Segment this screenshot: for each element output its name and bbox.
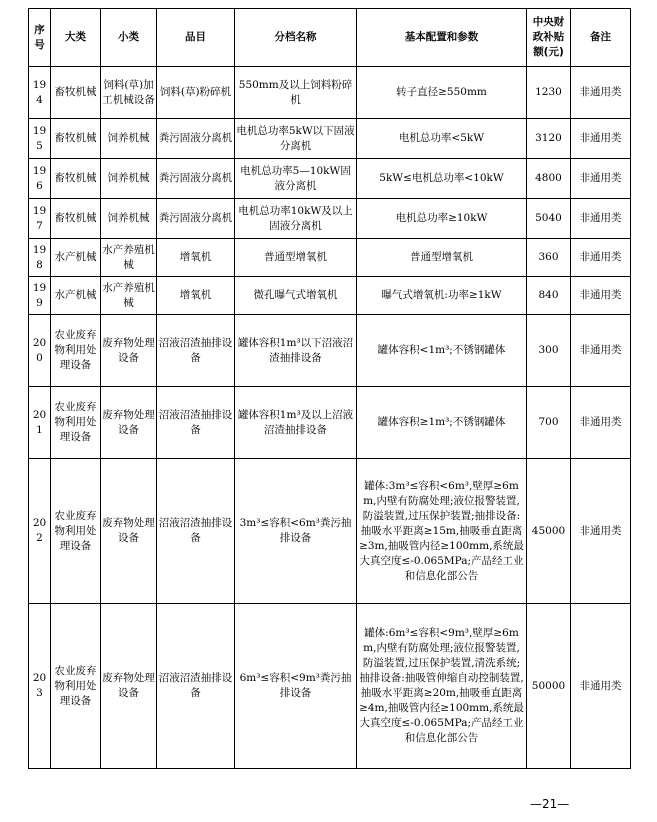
- cell-remark: 非通用类: [571, 315, 631, 387]
- cell-tier-name: 罐体容积1m³以下沼液沼渣抽排设备: [235, 315, 357, 387]
- cell-seq: 202: [29, 459, 51, 604]
- cell-subcategory: 饲养机械: [101, 159, 157, 199]
- table-header-row: [29, 9, 631, 67]
- subsidy-table: [28, 8, 631, 769]
- cell-subsidy: 5040: [527, 199, 571, 239]
- table-row: [29, 239, 631, 277]
- cell-item: 增氧机: [157, 239, 235, 277]
- cell-subsidy: 4800: [527, 159, 571, 199]
- cell-item: 粪污固液分离机: [157, 119, 235, 159]
- cell-seq: 199: [29, 277, 51, 315]
- cell-config: 5kW≤电机总功率<10kW: [357, 159, 527, 199]
- header-category: 大类: [51, 9, 101, 67]
- header-remark: 备注: [571, 9, 631, 67]
- cell-remark: 非通用类: [571, 159, 631, 199]
- cell-config: 电机总功率<5kW: [357, 119, 527, 159]
- cell-config: 电机总功率≥10kW: [357, 199, 527, 239]
- cell-subsidy: 45000: [527, 459, 571, 604]
- cell-seq: 201: [29, 387, 51, 459]
- table-row: [29, 199, 631, 239]
- cell-remark: 非通用类: [571, 604, 631, 769]
- cell-subsidy: 700: [527, 387, 571, 459]
- cell-subsidy: 1230: [527, 67, 571, 119]
- cell-category: 水产机械: [51, 239, 101, 277]
- cell-subsidy: 3120: [527, 119, 571, 159]
- cell-remark: 非通用类: [571, 277, 631, 315]
- cell-remark: 非通用类: [571, 199, 631, 239]
- cell-item: 沼液沼渣抽排设备: [157, 387, 235, 459]
- table-row: [29, 159, 631, 199]
- table-row: [29, 67, 631, 119]
- cell-subcategory: 水产养殖机械: [101, 277, 157, 315]
- cell-item: 沼液沼渣抽排设备: [157, 315, 235, 387]
- header-subcategory: 小类: [101, 9, 157, 67]
- cell-config: 罐体:6m³≤容积<9m³,壁厚≥6mm,内壁有防腐处理;液位报警装置,防溢装置,过压保护装置,清洗系统;抽排设备:抽吸管伸缩自动控制装置,抽吸水平距离≥20m,抽吸垂直距离≥4m,抽吸管内径≥100mm,系统最大真空度≤-0.065MPa;产品经工业和信息化部公告: [357, 604, 527, 769]
- cell-seq: 194: [29, 67, 51, 119]
- cell-tier-name: 微孔曝气式增氧机: [235, 277, 357, 315]
- cell-config: 转子直径≥550mm: [357, 67, 527, 119]
- cell-item: 沼液沼渣抽排设备: [157, 459, 235, 604]
- cell-tier-name: 电机总功率5kW以下固液分离机: [235, 119, 357, 159]
- cell-remark: 非通用类: [571, 67, 631, 119]
- table-row: [29, 277, 631, 315]
- cell-seq: 196: [29, 159, 51, 199]
- header-item: 品目: [157, 9, 235, 67]
- cell-subcategory: 废弃物处理设备: [101, 315, 157, 387]
- cell-subcategory: 水产养殖机械: [101, 239, 157, 277]
- cell-config: 罐体容积<1m³;不锈钢罐体: [357, 315, 527, 387]
- cell-remark: 非通用类: [571, 119, 631, 159]
- table-row: [29, 315, 631, 387]
- table-row: [29, 604, 631, 769]
- cell-seq: 203: [29, 604, 51, 769]
- cell-seq: 197: [29, 199, 51, 239]
- cell-category: 畜牧机械: [51, 199, 101, 239]
- cell-category: 畜牧机械: [51, 119, 101, 159]
- cell-category: 农业废弃物利用处理设备: [51, 387, 101, 459]
- cell-remark: 非通用类: [571, 459, 631, 604]
- header-config: 基本配置和参数: [357, 9, 527, 67]
- cell-subcategory: 饲养机械: [101, 199, 157, 239]
- cell-category: 畜牧机械: [51, 159, 101, 199]
- header-tier-name: 分档名称: [235, 9, 357, 67]
- cell-config: 普通型增氧机: [357, 239, 527, 277]
- cell-config: 曝气式增氧机:功率≥1kW: [357, 277, 527, 315]
- cell-seq: 195: [29, 119, 51, 159]
- cell-tier-name: 电机总功率10kW及以上固液分离机: [235, 199, 357, 239]
- cell-remark: 非通用类: [571, 387, 631, 459]
- cell-category: 水产机械: [51, 277, 101, 315]
- table-row: [29, 387, 631, 459]
- cell-tier-name: 普通型增氧机: [235, 239, 357, 277]
- cell-config: 罐体:3m³≤容积<6m³,壁厚≥6mm,内壁有防腐处理;液位报警装置,防溢装置,过压保护装置;抽排设备:抽吸水平距离≥15m,抽吸垂直距离≥3m,抽吸管内径≥100mm,系统最大真空度≤-0.065MPa;产品经工业和信息化部公告: [357, 459, 527, 604]
- cell-subcategory: 废弃物处理设备: [101, 604, 157, 769]
- cell-category: 农业废弃物利用处理设备: [51, 459, 101, 604]
- cell-tier-name: 3m³≤容积<6m³粪污抽排设备: [235, 459, 357, 604]
- cell-category: 农业废弃物利用处理设备: [51, 315, 101, 387]
- cell-tier-name: 550mm及以上饲料粉碎机: [235, 67, 357, 119]
- cell-subcategory: 废弃物处理设备: [101, 387, 157, 459]
- page-number: —21—: [530, 797, 570, 811]
- cell-item: 粪污固液分离机: [157, 199, 235, 239]
- cell-subcategory: 饲料(草)加工机械设备: [101, 67, 157, 119]
- header-seq: 序号: [29, 9, 51, 67]
- table-row: [29, 459, 631, 604]
- cell-item: 粪污固液分离机: [157, 159, 235, 199]
- cell-seq: 198: [29, 239, 51, 277]
- cell-tier-name: 电机总功率5—10kW固液分离机: [235, 159, 357, 199]
- header-subsidy: 中央财政补贴额(元): [527, 9, 571, 67]
- cell-tier-name: 6m³≤容积<9m³粪污抽排设备: [235, 604, 357, 769]
- cell-remark: 非通用类: [571, 239, 631, 277]
- cell-category: 畜牧机械: [51, 67, 101, 119]
- cell-config: 罐体容积≥1m³;不锈钢罐体: [357, 387, 527, 459]
- cell-subcategory: 饲养机械: [101, 119, 157, 159]
- cell-subsidy: 360: [527, 239, 571, 277]
- cell-item: 增氧机: [157, 277, 235, 315]
- cell-tier-name: 罐体容积1m³及以上沼液沼渣抽排设备: [235, 387, 357, 459]
- cell-seq: 200: [29, 315, 51, 387]
- table-row: [29, 119, 631, 159]
- cell-subsidy: 840: [527, 277, 571, 315]
- cell-subcategory: 废弃物处理设备: [101, 459, 157, 604]
- cell-item: 饲料(草)粉碎机: [157, 67, 235, 119]
- cell-item: 沼液沼渣抽排设备: [157, 604, 235, 769]
- cell-subsidy: 50000: [527, 604, 571, 769]
- cell-category: 农业废弃物利用处理设备: [51, 604, 101, 769]
- cell-subsidy: 300: [527, 315, 571, 387]
